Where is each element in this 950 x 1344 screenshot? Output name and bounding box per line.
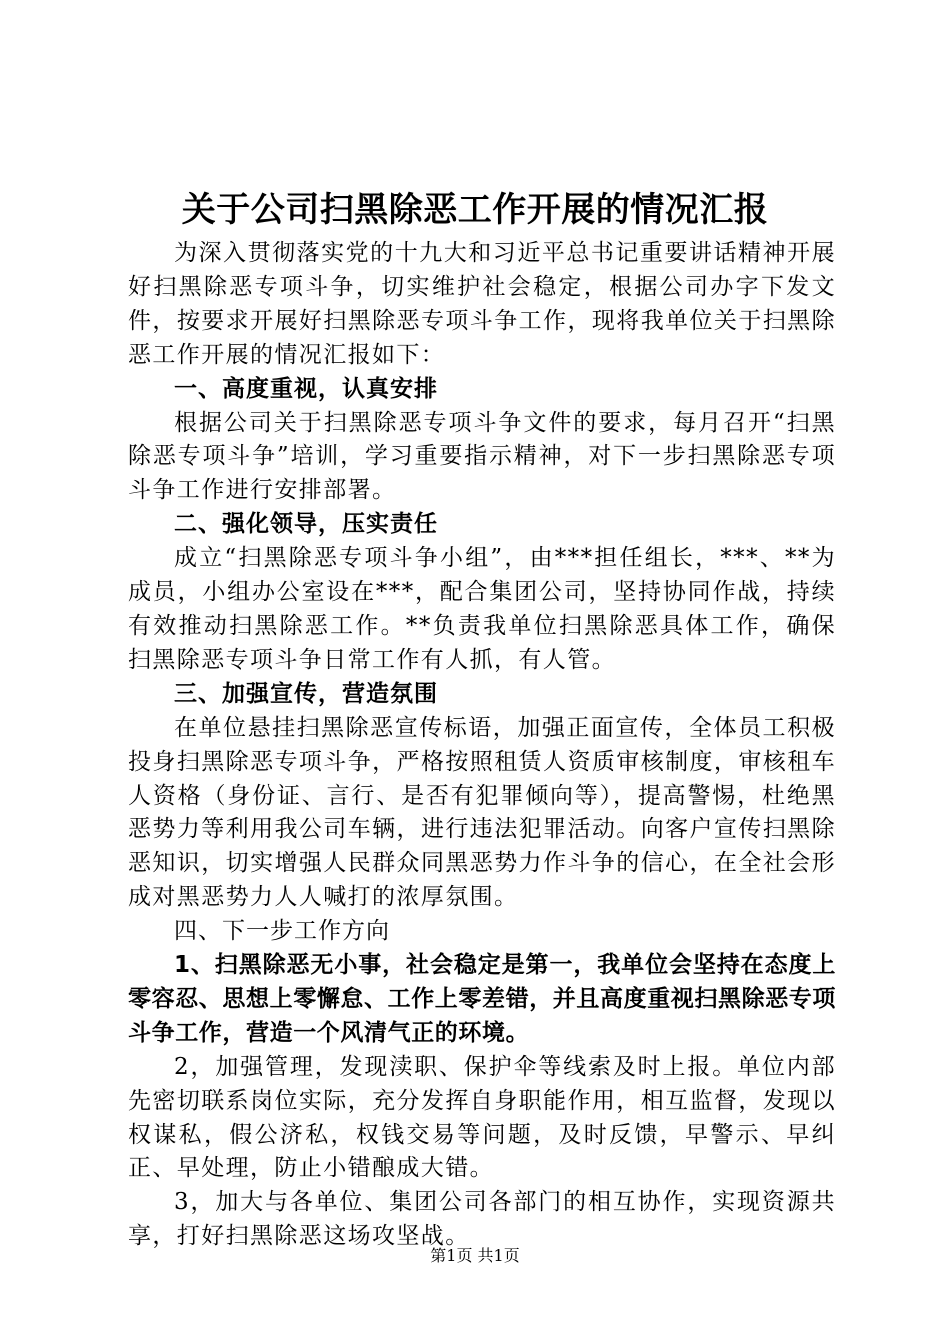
intro-paragraph: 为深入贯彻落实党的十九大和习近平总书记重要讲话精神开展好扫黑除恶专项斗争，切实维护社会稳定，根据公司办字下发文件，按要求开展好扫黑除恶专项斗争工作，现将我单位关于扫黑除恶工作开展的情况汇报如下： — [128, 240, 836, 368]
section-heading-4: 四、下一步工作方向 — [174, 918, 390, 945]
section-heading-2: 二、强化领导，压实责任 — [174, 511, 438, 538]
work-item-1: 1、扫黑除恶无小事，社会稳定是第一，我单位会坚持在态度上零容忍、思想上零懈怠、工作上零差错，并且高度重视扫黑除恶专项斗争工作，营造一个风清气正的环境。 — [128, 952, 836, 1046]
section-heading-1: 一、高度重视，认真安排 — [174, 375, 438, 402]
section-paragraph-1: 根据公司关于扫黑除恶专项斗争文件的要求，每月召开“扫黑除恶专项斗争”培训，学习重要指示精神，对下一步扫黑除恶专项斗争工作进行安排部署。 — [128, 409, 836, 504]
document-body — [128, 237, 836, 1254]
document-title: 关于公司扫黑除恶工作开展的情况汇报 — [181, 190, 769, 230]
work-item-2: 2，加强管理，发现渎职、保护伞等线索及时上报。单位内部先密切联系岗位实际，充分发挥自身职能作用，相互监督，发现以权谋私，假公济私，权钱交易等问题，及时反馈，早警示、早纠正、早处理，防止小错酿成大错。 — [128, 1053, 836, 1182]
section-paragraph-3: 在单位悬挂扫黑除恶宣传标语，加强正面宣传，全体员工积极投身扫黑除恶专项斗争，严格按照租赁人资质审核制度，审核租车人资格（身份证、言行、是否有犯罪倾向等），提高警惕，杜绝黑恶势力等利用我公司车辆，进行违法犯罪活动。向客户宣传扫黑除恶知识，切实增强人民群众同黑恶势力作斗争的信心，在全社会形成对黑恶势力人人喊打的浓厚氛围。 — [128, 714, 836, 911]
page-footer: 第1页 共1页 — [430, 1246, 520, 1265]
work-item-3: 3，加大与各单位、集团公司各部门的相互协作，实现资源共享，打好扫黑除恶这场攻坚战。 — [128, 1189, 836, 1250]
section-heading-3: 三、加强宣传，营造氛围 — [174, 680, 438, 707]
section-paragraph-2: 成立“扫黑除恶专项斗争小组”，由***担任组长，***、**为成员，小组办公室设在***，配合集团公司，坚持协同作战，持续有效推动扫黑除恶工作。**负责我单位扫黑除恶具体工作，确保扫黑除恶专项斗争日常工作有人抓，有人管。 — [128, 545, 836, 673]
